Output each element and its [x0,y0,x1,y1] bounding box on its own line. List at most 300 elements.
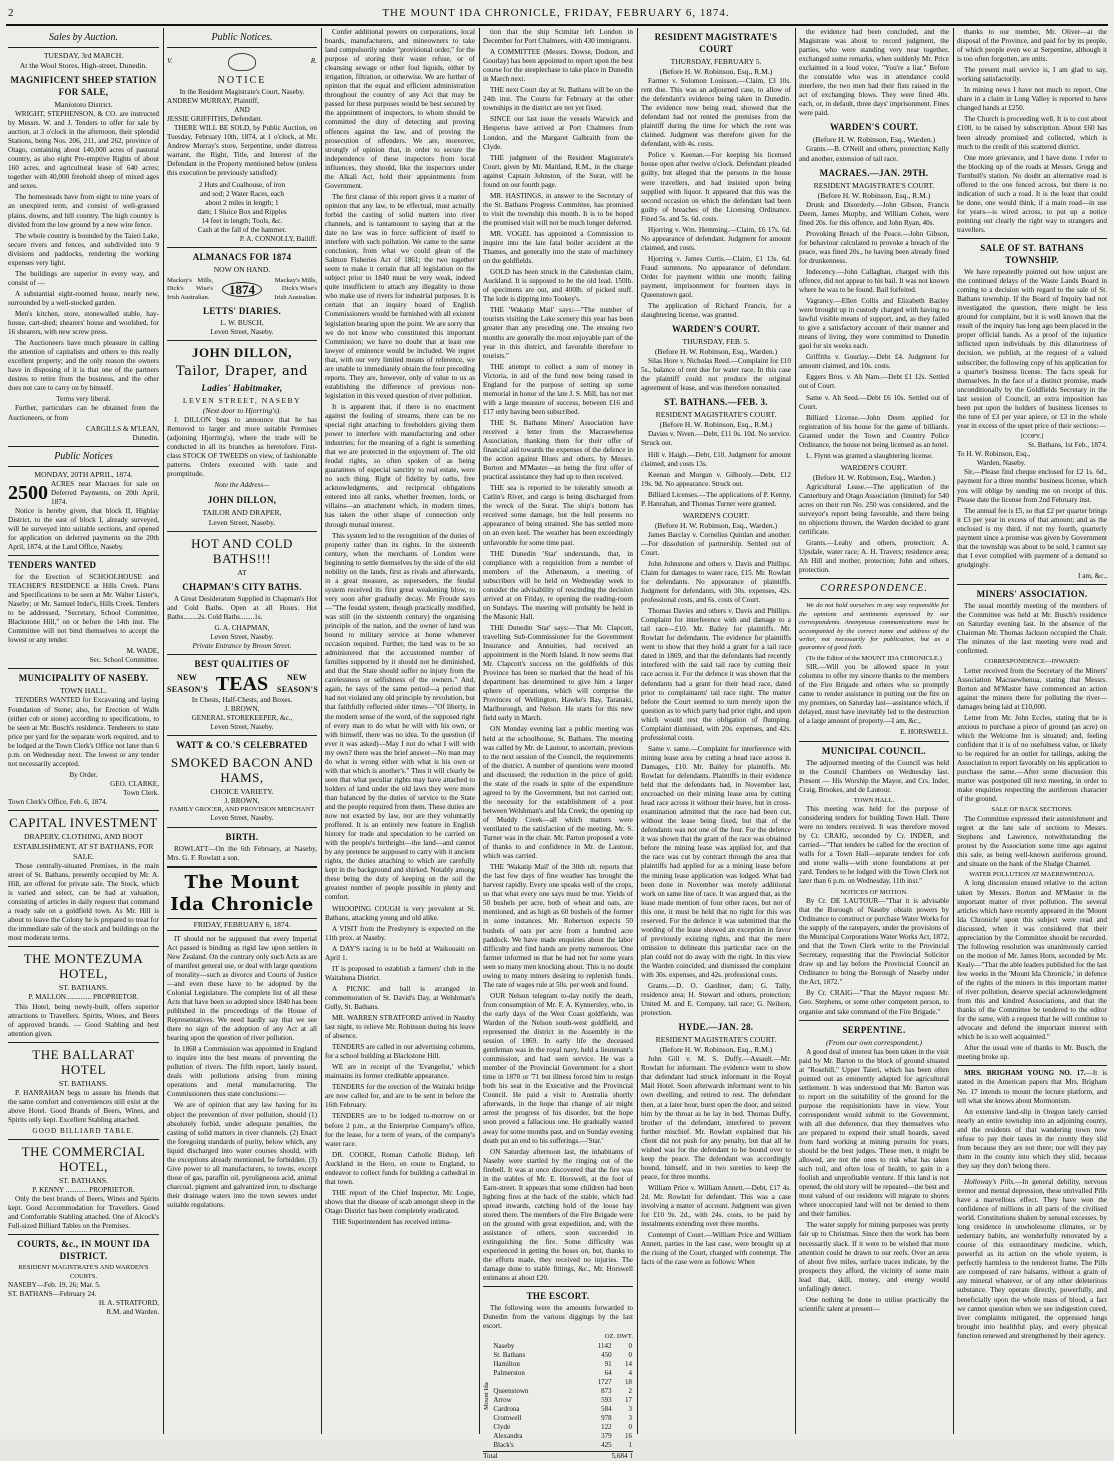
escort-place: Palmerston [493,1368,525,1377]
section-heading: Public Notices [54,450,113,462]
court-date: ST. BATHANS—February 24. [8,1290,97,1299]
escort-row [492,1441,633,1450]
editorial-paragraph: In 1868 a Commission was appointed in England to inquire into the best means of preventing the pollution of rivers. The fifth report, lately issued, deals with pollutions arising from mining operations and metal manufacturing. The Commissioners thus state conclusions:— [167,1045,317,1099]
ad-title: THE BALLARAT HOTEL [32,1046,135,1077]
ad-signature: P. A. CONNOLLY, Bailiff. [239,234,317,243]
news-item: A PICNIC and ball is arranged in commemoration of St. David's Day, at Welshman's Gully, St. Bathans. [325,984,475,1011]
ad-subtitle: Maniototo District. [54,100,113,109]
ad-body: A Great Desideratum Supplied in Chapman's Hot and Cold Baths. Open at all Hours. Hot Baths........2s. Cold Baths........1s. [167,594,317,621]
column-rule [953,28,954,1434]
article-paragraph: The adjourned meeting of the Council was held in the Council Chambers on Wednesday last. Present — His Worship the Mayor, and Crs. Inder, Craig, Brookes, and de Lautour. [799,758,949,794]
ad-title: TENDERS WANTED [8,560,97,571]
ad-proprietor: P. KENNY ............ PROPRIETOR. [32,1185,135,1194]
auction-place: At the Wool Stores, High-street, Dunedin. [19,61,148,70]
escort-place: Hamilton [493,1359,520,1368]
letter-signature: E. HORSWELL. [900,728,949,737]
escort-oz: 91 [604,1359,612,1368]
column-1 [8,28,159,1434]
news-item: THE sea is reported to be tolerably smooth at Catlin's River, and cargo is being discharged from the wreck of the Surat. The ship's bottom has received some damage, but the hull presents no appearance of being strained. She has settled more on an even keel. The weather has been exceedingly unfavorable for some time past. [483,484,633,547]
article-paragraph: This system led to the recognition of the duties of property rather than its rights. In the sixteenth century, when the merchants of London were beginning to settle themselves by the side of the old nobility on the lands, first as rivals and afterwards, in a great measure, as superseders, the feudal system received its first great weakening blow, to very soon after gradually decay. Mr Froude says—"The feudal system, though practically modified, was still (in the sixteenth century) the organising principle of the nation, and the owner of land was bound to military service at home whenever occasion required. Further, the land was to be so administered that the accustomed number of families supported by it should not be diminished, and that the State should suffer no injury from the carelessness or selfishness of the owners." And, again, he says of the same period—a period that had not violated any old principle by revolution, but that faithfully reflected older times—"Of liberty, in the modern sense of the word, of the supposed right of every man to do what he will with his own, or with himself, there was no idea. To the question (if ever it was asked)—May I not do what I will with my own? there was the brief answer—No man may do what is wrong either with what is his own or with that which is another's." Thus it will clearly be seen that what peculiar rights may have attached to holders of land under the old laws they were more than balanced by the duties of service to the State and the people required from them. These duties are now not exacted by law, nor are they voluntarily proffered. It is an entirely new feature in English history for trade and speculation to be carried on with the people's birthright—the land—and cannot by any pretence be supposed to carry with it ancient rights, the duties attaching to which are carefully kept in the background and shirked. Notably among these being the duty of keeping on the soil the greatest number of people possible in plenty and comfort. [325,531,475,902]
case-report: Griffiths v. Gourlay.—Debt £4. Judgment for amount claimed, and 10s. costs. [799,353,949,371]
case-report: Drunk and Disorderly.—John Gibson, Francis Deem, James Murphy, and William Cohen, were fined 20s. for this offence, and John Ryan, 40s. [799,200,949,227]
article-paragraph: After the usual vote of thanks to Mr. Busch, the meeting broke up. [957,1044,1107,1062]
escort-dwt: 4 [628,1368,632,1377]
case-report: John Johnstone and others v. Davis and Phillips. Claim for damages to water race, £15. Mr. Rowlatt for defendants. No appearance of plaintiffs. Judgment for defendants, with 30s. expenses, 42s. professional costs, and 6s. costs of Court. [641,559,791,605]
notice-date: Town Clerk's Office, Feb. 6, 1874. [8,798,108,806]
court-before: (Before H. W. Robinson, Esq., R.M.) [659,67,773,76]
newspaper-title: The Mount Ida Chronicle [170,871,314,915]
news-item: TENDERS for the erection of the Waitaki bridge are now called for, and are to be sent in before the 16th February. [325,1083,475,1110]
running-title: THE MOUNT IDA CHRONICLE, FRIDAY, FEBRUARY 6, 1874. [382,7,730,19]
article-paragraph: One more grievance, and I have done. I refer to the blocking up of the roads at Messrs. Gregg and Turnbull's station. No doubt an alternative road is offered to the one fenced across, but there is no indication of such a road. It is the least that could be done, one would think, if a main road—in use for years—is wired across, to put up a notice pointing out clearly the right way to strangers and travellers. [957,153,1107,234]
notice-by: By Order. [69,770,98,779]
escort-place: Alexandra [493,1431,523,1440]
section-heading: SERPENTINE. [842,1024,906,1035]
letter-to: Warden, Naseby. [977,459,1026,468]
ad-body: This Hotel, being newly-built, offers superior attractions to Travellers. Spirits, Wines, and Beers of approved brands. — Good Stabling and best attention given. [8,1002,159,1038]
escort-row [492,1423,633,1432]
article-paragraph: Confer additional powers on corporations, local boards, manufacturers, and mineowners to take land compulsorily under "provisional order," for the purpose of storing their waste refuse, or of cleansing sewage or other foul liquids, either by irrigation, filtration, or otherwise. We are further of opinion that the equal and efficient administration throughout the country of any Act that may be passed for these purposes would be best secured by the appointment of inspectors, to whom should be committed the duty of detecting and proving offences against the law, and of proving the prosecution of offenders. We are, moreover, strongly of opinion that, in order to secure the independence of these inspectors from local influences, they should, like the inspectors under the Alkali Act, hold their appointments from Government. [325,28,475,190]
almanac-year: 1874 [222,282,262,297]
birth-heading: BIRTH. [225,831,259,842]
ad-subtitle: ST. BATHANS. [58,1078,108,1088]
ad-body: Only the best brands of Beers, Wines and Spirits kept. Good Accommodation for Travellers. Good and Comfortable Stabling attached. One of Alcock's Full-sized Billiard Tables on the Premises. [8,1194,159,1231]
ad-title: CAPITAL INVESTMENT [9,815,158,831]
ad-address-note: (Next door to Hjorring's). [202,406,282,416]
teas-left: NEW SEASON'S [167,672,209,694]
court-subheading: WARDEN'S COURT. [840,462,908,472]
article-paragraph: thanks to our member, Mr. Oliver—at the disposal of the Province, and paid for by its people, of which people even we at Serpentine, although it is too often forgotten, are units. [957,28,1107,64]
item-body: —It is stated in the American papers that Mrs. Brigham No. 17 intends to mount the lecture platform, and tell what she knows about Mormonism. [957,1069,1108,1105]
ad-proprietor: P. MALLON.............. PROPRIETOR. [28,993,139,1002]
acres-number: 2500 [8,482,48,505]
ad-subtitle: ST. BATHANS. [58,983,108,993]
column-7 [957,28,1107,1434]
case-report: Farmer v. Solomon Louisson.—Claim, £3 10s. rent due. This was an adjourned case, to allow of the defendant's evidence being taken in Dunedin. The evidence now being read, showed that the defendant had not rented the premises from the plaintiff during the time for which the rent was claimed. Judgment was therefore given for the defendant, with 4s. costs. [641,77,791,149]
ad-signature: G. A. CHAPMAN, [214,623,270,632]
case-report: Billiard License.—John Deem applied for registration of his house for the game of billiards. Granted under the Town and Country Police Ordinance, the house not being licensed as an hotel. [799,413,949,449]
escort-place [492,1378,576,1387]
escort-group-label: Mount Ida [483,1382,490,1410]
ad-trade-sub: Ladies' Habitmaker, [201,383,283,394]
ad-subtitle: ST. BATHANS. [58,1175,108,1185]
court-date: THURSDAY, FEBRUARY 5. [670,57,762,66]
escort-dwt: 17 [625,1395,632,1404]
teas-center: TEAS [215,672,269,695]
ad-subtitle: DRAPERY, CLOTHING, AND BOOT ESTABLISHMENT, AT ST BATHANS, FOR SALE. [13,832,154,862]
case-report: Grants.—B. O'Neill and others, protection; Kelly and another, extension of tail race. [799,145,949,163]
ad-paragraph: The homesteads have from eight to nine years of an unexpired term, and consist of well-grassed plains, downs, and hill country. The high country is divided from the low ground by a new wire fence. [8,193,159,229]
escort-dwt: 14 [625,1359,632,1368]
escort-dwt: 0 [628,1422,632,1431]
ad-subtitle: TAILOR AND DRAPER, [202,507,282,517]
monogram-v: V. [167,57,173,66]
ad-terms: Terms very liberal. [56,395,111,404]
court-before: (Before H. W. Robinson, Esq., R.M.) [659,420,773,430]
notice-body: THERE WILL BE SOLD, by Public Auction, on Tuesday, February 10th, 1874, at 1 o'clock, at Mr. Andrew Murray's store, Serpentine, under distress warrant, the Right, Title, and Interest of the Defendant in the Property mentioned below (unless this execution be previously satisfied): [167,124,317,178]
ad-signature-role: Sec. School Committee. [89,656,159,665]
escort-oz: 593 [601,1395,612,1404]
ad-tagline: GOOD BILLIARD TABLE. [32,1126,135,1135]
ad-title: MAGNIFICENT SHEEP STATION FOR SALE, [10,75,157,97]
ad-address: LEVEN STREET, NASEBY [182,396,302,406]
news-item: THE judgment of the Resident Magistrate's Court, given by Mr. Maitland, R.M., in the charge against Captain Johnston, of the Surat, will be found on our fourth page. [483,153,633,189]
letter-body: Sir,—Please find cheque enclosed for £2 1s. 6d., payment for a three months' business license, which you will oblige by sending me on receipt of this. Please date the license from 2nd February inst. [957,468,1107,504]
party-plaintiff: ANDREW MURRAY, Plaintiff, [167,97,259,106]
court-before: (Before H. W. Robinson, Esq., R.M.) [659,1045,773,1055]
ad-paragraph: A substantial eight-roomed house, nearly new, surrounded by a well-stocked garden. [8,289,159,307]
escort-units: OZ. DWT. [604,1333,633,1341]
escort-oz: 425 [601,1440,612,1449]
article-paragraph: In mining news I have not much to report. One share in a claim in Long Valley is reported to have changed hands at £250. [957,86,1107,113]
escort-oz: 1142 [597,1341,612,1350]
case-report: the evidence had been concluded, and the Magistrate was about to record judgment, the parties, who were standing very near together, exchanged some remarks, when suddenly Mr. Price exclaimed in a loud voice, "You're a liar." Before the constable who was in attendance could interfere, the two men had their fists raised in the act of exchanging blows. They were fined 40s. each, or, in default, three days' imprisonment. Fines were paid. [799,28,949,118]
letter-to: (To the Editor of the MOUNT IDA CHRONICLE.) [806,654,942,662]
running-head [6,4,1106,22]
case-report: Same v. same.—Complaint for interference with mining lease area by cutting a head race across it. Damages, £10. Mr. Bailey for plaintiffs. Mr. Rowlatt for defendants. Plaintiffs in their evidence held that the defendants had, in November last, encroached on their mining lease area by cutting head race across it without their leave, but in cross-examination admitted that the race had been cut, without the lease being fixed, but that of the defendants was not one of the four. For the defence it was shown that the grant of the race was obtained before the mining lease was applied for, and that the race was cut by contract through the area that plaintiffs had applied for as a mining lease before the mining lease application was lodged. What had been done in November was merely additional work on same line of race. It was argued that, as the lease made mention of four other races, but not of this one, it must be held that no right for this was reserved. For the defence it was submitted that the wording of the lease showed an exception in favor of previously existing rights, and that the mere omission to delineate this particular race on the plan could not do away with the right. In this view the Warden coincided, and dismissed the complaint with 30s. expenses, and 42s. professional costs. [641,744,791,980]
escort-table [492,1342,633,1450]
escort-dwt: 1 [628,1440,632,1449]
news-item: THE next Court day at St. Bathans will be on the 24th inst. The Courts for February at the other townships in the district are not yet fixed. [483,86,633,113]
birth-notice: ROWLATT—On the 6th February, at Naseby, Mrs. G. F. Rowlatt a son. [167,844,317,862]
ad-address: Leven Street, Naseby. [210,632,274,641]
news-item: MR. HASTINGS, in answer to the Secretary of the St. Bathans Progress Committee, has promised to visit the township this month. It is to be hoped the promised visit will not be much longer deferred. [483,191,633,227]
case-report: James Barclay v. Cornelius Quinlan and another.—For dissolution of partnership. Settled out of Court. [641,530,791,557]
case-report: Hjorring v. Wm. Hemming.—Claim, £6 17s. 6d. No appearance of defendant. Judgment for amount claimed, and costs. [641,225,791,252]
ad-paragraph: The Auctioneers have much pleasure in calling the attention of capitalists and others to this really excellent property; and the only reason the owners have in disposing of it is that one of the partners desires to retire from the business, and the other does not care to carry on by himself. [8,339,159,393]
case-report: Same v. Ah Seed.—Debt £6 10s. Settled out of Court. [799,393,949,411]
escort-row [492,1387,633,1396]
ad-signature: H. A. STRATFORD, [98,1299,159,1308]
sale-item: dam; 1 Sluice Box and Ripples [197,207,287,216]
case-report: Grants.—Leahy and others, protection; A. Upsdale, water race; A. H. Travers; residence area; Ah Hill and mother, protection; John and others, protection. [799,539,949,575]
sale-item: about 2 miles in length; 1 [205,198,279,207]
news-item: ON Saturday afternoon last, the inhabitants of Naseby were startled by the ringing out of the firebell. It was at once discovered that the fire was in the stables of Mr. E. Horswell, at the foot of Earn-street. It appears that some children had been lighting fires at the back of the stable, which had spread inwards, catching hold of the loose hay stored there. The members of the Fire Brigade were on the ground with great expedition, and, with the assistance of others, soon succeeded in extinguishing the fire. Some difficulty was experienced in getting the hoses on, but, thanks to the efforts made, they received no injuries. The damage done to stable fittings, &c., Mr. Horswell estimates at about £20. [483,1147,633,1283]
ad-subtitle: CHAPMAN'S CITY BATHS. [182,581,302,592]
column-6 [799,28,949,1434]
ad-trade: Tailor, Draper, and [175,364,308,380]
ad-address: Leven Street, Naseby. [210,814,274,823]
ad-signature-role: Town Clerk. [123,788,159,797]
section-heading: SALE OF ST. BATHANS TOWNSHIP. [980,243,1084,266]
news-item: THE Dunedin 'Star' understands, that, in compliance with a requisition from a number of members of the Athenæum, a meeting of subscribers will be held on Wednesday week to consider the advisability of rescinding the decision arrived at on Friday, re opening the reading-room on Sundays. The meeting will probably be held in the Masonic Hall. [483,549,633,621]
ad-paragraph: The buildings are superior in every way, and consist of — [8,269,159,287]
section-heading: Sales by Auction. [49,32,118,43]
escort-place: St. Bathans [493,1350,526,1359]
sale-terms: Cash at the fall of the hammer. [197,225,287,234]
news-item: THE St. Bathans Miners' Association have received a letter from the Macraewhenua Association, thanking them for their offer of financial aid towards the expenses of the defence in the action against Blues and others, by Messrs. Borton and M'Master—as being the first offer of practical assistance they had up to then received. [483,418,633,482]
ad-signature: CARGILLS & M'LEAN, [86,424,159,433]
subheading: TOWN HALL. [853,796,895,804]
ad-address: Leven Street, Naseby. [210,722,274,731]
sale-item: 2 Huts and Coalhouse, of iron [198,180,286,189]
escort-row [492,1369,633,1378]
ad-title: MUNICIPALITY OF NASEBY. [18,673,149,684]
section-heading: Public Notices. [211,32,273,43]
ad-address: Leven Street, Naseby. [208,517,276,527]
acres-text: ACRES near Macraes for sale on Deferred Payments, on 20th April, 1874. [51,479,159,506]
subheading: CORRESPONDENCE—INWARD: [984,658,1080,666]
article-paragraph: We have repeatedly pointed out how unjust are the continued delays of the Waste Lands Board in coming to a decision with regard to the sale of St. Bathans township. If the Board of Inquiry had not investigated the question, there might be less ground for complaint, but it is well known that the result of the inquiry has long ago been placed in the proper official hands. As a proof of the injustice inflicted upon individuals by this dilatoriness of decision, we publish, at the request of a valued subscriber, the following copy of his application for a quarter's business license. The facts speak for themselves. In the face of a distinct promise, made unconditionally by the Goldfields Secretary in the last session of Council, an extra imposition has been put upon the holders of business licenses to the tune of £3 per year apiece, or £3 in the whole year in excess of the upset price of their sections:— [957,268,1107,430]
news-item: A DAY'S racing is to be held at Waikouaiti on April 1. [325,944,475,962]
news-item: An extensive land-slip in Oregon lately carried nearly an entire township into an adjoining county, and the residents of that wandering town now refuse to pay their taxes in the county they slid from because they are not there; nor will they pay them in the county into which they slid, because they say they don't belong there. [957,1107,1107,1170]
case-report: William Price v. William Annett.—Debt, £17 4s. 2d. Mr. Rowlatt for defendant. This was a case involving a matter of account. Judgment was given for £10 9s. 2d., with 24s. costs, to be paid by instalments extending over three months. [641,1183,791,1229]
case-report: Provoking Breach of the Peace.—John Gibson, for behaviour calculated to provoke a breach of the peace, was fined 20s., he having been already fined for drunkenness. [799,229,949,265]
ad-body: In Chests, Half-Chests, and Boxes. [191,695,293,704]
case-report: Indecency.—John Callaghan, charged with this offence, did not appear to his bail. It was not known where he was to be found. Bail forfeited. [799,267,949,294]
article-paragraph: The Church is proceeding well. It is to cost about £100, to be raised by subscription. About £60 has been already promised and collected, which is much to the credit of this scattered district. [957,115,1107,151]
byline: (From our own correspondent.) [825,1037,923,1047]
party-and: AND [234,106,250,115]
court-before: (Before H. W. Robinson, Esq., Warden.) [654,520,778,530]
notice-body: Notice is hereby given, that block II, Highlay District, to the east of block I, already surveyed, will be surveyed into suitable sections, and opened for application on deferred payments on the 20th April, 1874, at the Land Office, Naseby. [8,506,159,551]
court-date: THURSDAY, FEB. 5. [682,337,750,347]
case-report: Eggers Bros. v. Ah Nam.—Debt £1 12s. Settled out of Court. [799,373,949,391]
escort-place: Queenstown [493,1386,529,1395]
news-item: WHOOPING COUGH is very prevalent at St. Bathans, attacking young and old alike. [325,904,475,922]
notice-body: for the Erection of SCHOOLHOUSE and TEACHER'S RESIDENCE at Hills Creek. Plans and Specifications to be seen at Mr. Walter Lister's, Naseby; or Mr. Samuel Inder's, Hills Creek. Tenders to be addressed, "Secretary, School Committee, Blackstone Hill," on or before the 14th inst. The Committee will not bind themselves to accept the lowest or any tender. [8,573,159,645]
notice-body: TENDERS WANTED for Excavating and laying Foundation of Stone; also, for Erection of Walls (either cob or stone) according to specifications, to be seen at Mr. Busch's residence. Tenderers to state price per yard for the separate work required, and to be lodged at the Town Clerk's Office not later than 6 p.m. on Wednesday next. The lowest or any tender not necessarily accepted. [8,696,159,768]
column-3 [325,28,475,1434]
column-2 [167,28,317,1434]
news-item: THE report of the Chief Inspector, Mr. Logie, shows that the disease of scab amongst sheep in the Otago District has been completely eradicated. [325,1188,475,1215]
article-paragraph: It is apparent that, if there is no enactment against the fouling of streams, there can be no special right attaching to freeholders giving them power to interfere with manufacturing and other industries; for the meaning of a right is something that we are protected in the enjoyment of. The old feudal rights, so often spoken of as being guarantees of especial sanctity to real estate, were no such thing. Right of fidelity by oaths, free acknowledgments, and reciprocal obligations entered into all ranks, whether freemen, lords, or villains—an attachment which, in modern times, has taken the other shape of connection only through mutual interest. [325,402,475,529]
case-report: Contempt of Court.—William Price and William Annett, parties in the last case, were brought up at the rising of the Court, charged with contempt. The facts of the case were as follows: When [641,1231,791,1267]
ad-signature-role: GENERAL STOREKEEPER, &c., [191,713,293,722]
masthead-rule [6,24,1108,26]
column-rule [321,28,322,1434]
case-report: The application of Richard Francis, for a slaughtering license, was granted. [641,302,791,320]
case-report: Agricultural Lease.—The application of the Canterbury and Otago Association (limited) for 540 acres on their run No. 250 was considered, and the surveyor's report being favorable, and there being no objections thrown, the Warden decided to grant certificate. [799,482,949,537]
ad-title: WATT & CO.'S CELEBRATED [176,740,308,750]
court-subheading: RESIDENT MAGISTRATE'S COURT. [655,1035,777,1045]
escort-dwt: 16 [625,1431,632,1440]
news-item: ON Monday evening last a public meeting was held at the schoolhouse, St. Bathans. The meeting was called by Mr. de Lautour, to ascertain, previous to the next session of the Council, the requirements of the district. A number of questions were mooted and discussed; the reduction in the price of gold; the state of the roads in spite of the expenditure agreed to by the Government, but not carried out; the necessity for the establishment of a post between Welshman's and Ida Creek; the opening up of Muddy Creek—all which matters were ventilated to the satisfaction of the meeting. Mr. S. Turner was in the chair. Mr. Parton proposed a vote of thanks to and confidence in Mr. de Lautour, which was carried. [483,725,633,861]
ad-note: Note the Address— [214,481,270,490]
court-heading: HYDE.—JAN. 28. [678,1022,754,1033]
article-paragraph: By Cr. DE LAUTOUR—"That it is advisable that the Borough of Naseby obtain powers by Ordinance to construct or purchase Water Works for the supply of the ratepayers, under the provisions of the Municipal Corporations Water Works Act, 1872, and that the Town Clerk write to the Provincial Secretary, requesting that the Provincial Solicitor draw up and lay before the Provincial Council an Ordinance to bring the Borough of Naseby under the Act, 1872." [799,896,949,987]
news-item: MR. VOGEL has appointed a Commission to inquire into the late fatal boiler accident at the Thames, and generally into the state of machinery on the goldfields. [483,229,633,266]
editorial-paragraph: IT should not be supposed that every Imperial Act passed is binding as rigid law upon settlers in New Zealand. On the contrary only such Acts as are of manifest general use, or deal with large questions of morality—such as divorce and Courts of Justice—and even these have to be adopted by the Colonial Legislature. The complete list of all these Acts that have been so adopted since 1840 has been published in the proceedings of the House of Representatives. We need hardly say that we see there no sign of the adoption of any Act at all bearing upon the question of river pollution. [167,934,317,1043]
monogram-r: R. [310,57,317,66]
column-rule [637,28,638,1434]
ad-title: THE MONTEZUMA HOTEL, [23,951,144,982]
escort-row [492,1432,633,1441]
news-item: DR. COOKE, Roman Catholic Bishop, left Auckland in the Hero, en route to England, to endeavor to collect funds for building a cathedral in that town. [325,1150,475,1186]
ad-paragraph: The whole country is bounded by the Taieri Lake, secure rivers and fences, and subdivided into 9 divisions and paddocks, rendering the working expenses very light. [8,231,159,267]
case-report: Hill v. Haigh.—Debt, £10. Judgment for amount claimed, and costs 13s. [641,450,791,468]
court-subheading: RESIDENT MAGISTRATE'S COURT. [655,410,777,420]
case-report: John Gill v. M. S. Duffy.—Assault.—Mr. Rowlatt for informant. The evidence went to show that defendant had struck informant in the Royal Mail Hotel. Soon afterwards informant went to his own dwelling, and retired to rest. The defendant then, at a later hour, burst open the door, and seized him by the throat as he lay in bed. Thomas Duffy, brother of the defendant, interfered to prevent further mischief. Mr. Rowlatt explained that his client did not push for any penalty, but that all he wished was for the defendant to be bound over to keep the peace. The defendant was accordingly bound, himself, and in two sureties to keep the peace, for three months. [641,1055,791,1181]
escort-place: Clyde [493,1422,511,1431]
news-item: MR. WARREN STRATFORD arrived in Naseby last night, to relieve Mr. Robinson during his leave of absence. [325,1014,475,1041]
article-paragraph: One nothing be done to utilise practically the scientific talent at present— [799,1295,949,1313]
letter-signature: I am, &c., [1078,571,1107,580]
news-item: THE 'Wakatip Mail' says:—"The number of tourists visiting the Lake scenery this year has been greater than any preceding one. The ensuing two months are generally the most enjoyable part of the year in this district, and favorable therefore to tourists." [483,306,633,360]
case-report: Hjorring v. James Curtis.—Claim, £1 13s. 6d. Fraud summons. No appearance of defendant. Order for payment within one month; failing payment, imprisonment for fourteen days in Queenstown gaol. [641,254,791,300]
news-item: A VISIT from the Presbytery is expected on the 11th prox. at Naseby. [325,924,475,942]
subheading: NOTICES OF MOTION. [840,888,908,896]
court-before: (Before H. W. Robinson, Esq., Warden.) [812,135,936,145]
court-subheading: RESIDENT MAGISTRATE'S COURT. [813,180,935,190]
column-5 [641,28,791,1434]
party-defendant: JESSIE GRIFFITHS, Defendant. [167,115,263,124]
court-heading: ST. BATHANS.—FEB. 3. [664,397,768,408]
court-date: NASEBY—Feb. 19, 26; Mar. 5. [8,1280,101,1289]
case-report: Billiard Licenses.—The applications of P. Kenny, P. Hanrahan, and Thomas Turner were granted. [641,490,791,508]
ad-signature: M. WADE, [126,647,159,656]
ad-paragraph: Men's kitchen, store, stonewalled stable, hay-house, cart-shed; shearers' house and woolshed, for 16 shearers, with new screw press. [8,309,159,337]
escort-place: Cromwell [493,1413,522,1422]
court-heading: MACRAES.—JAN. 29TH. [819,167,929,178]
letter-body: SIR,—Will you be allowed space in your columns to offer my sincere thanks to the members of the Fire Brigade and others who so promptly came to render assistance in putting out the fire on my premises, on Saturday last—assistance which, if delayed, must have inevitably led to the destruction of a large amount of property.—I am, &c., [799,663,949,726]
escort-row [492,1405,633,1414]
royal-coat-of-arms-icon [228,53,256,71]
almanac-list-left: Mackay's Mills, Dick's Wise's Irish Australian. [167,276,213,301]
news-item: OUR Nelson telegram to-day notify the death, from consumption of Mr. F. A. Kynnersley, who, in the early days of the West Coast goldfields, was Warden of the Nelson south-west goldfield, and represented the district in the Assembly in the session of 1869. In early life the deceased gentleman was in the royal navy, held a lieutenant's commission, and had seen service. He was a member of the Provincial Government for a short time in 1870 or '71 but illness forced him to resign both his seat in the Executive and the Provincial Council. He paid a visit to Australia shortly afterwards, in the hope that change of air might arrest the progress of his disorder, but the hope soon proved a fallacious one. He gradually wasted away for some months past, and on Sunday evening death put an end to his sufferings.—'Star.' [483,991,633,1145]
news-item: SINCE our last issue the vessels Warwick and Hesperus have arrived at Port Chalmers from London, and the Margaret Galbraith from the Clyde. [483,115,633,151]
case-report: Vagrancy.—Ellen Collis and Elizabeth Bazley were brought up in custody charged with having no lawful visible means of support, and, as they failed to give a satisfactory account of their manner and means of living, they were committed to Dunedin gaol for six weeks each. [799,297,949,351]
escort-place: Cardrona [493,1404,520,1413]
article-paragraph: Letter received from the Secretary of the Miners' Association Macraewhenua, stating that Messrs. Borton and M'Master have commenced an action against the miners there for polluting the river—damages being laid at £10,000. [957,666,1107,711]
escort-row [492,1342,633,1351]
article-paragraph: The water supply for mining purposes was pretty fair up to Christmas. Since then the work has been necessarily slack. If it were to be wished that more attention could be drawn to our reefs. Over an area of about five miles, surface traces indicate, by the prospects they afford, the vicinity of some main lead that, skill, money, and energy would unfailingly detect. [799,1221,949,1293]
escort-oz: 379 [601,1431,612,1440]
subheading: SALE OF BACK SECTIONS. [991,806,1073,814]
case-report: Davies v. Niven.—Debt, £11 0s. 10d. No service. Struck out. [641,430,791,448]
ad-signature-place: Leven Street, Naseby. [210,328,274,337]
sale-item: 14 feet in length; Tools, &c. [201,216,283,225]
court-heading: WARDEN'S COURT. [829,122,919,133]
case-report: Keenan and Morgan v. Gilhooly.—Debt, £12 19s. 9d. No appearance. Struck out. [641,470,791,488]
article-paragraph: Letter from Mr. John Eccles, stating that he is anxious to purchase a piece of ground (an acre) on which the Welcome Inn is situated; and, feeling confident that it is of no usefulness value, or likely to be required for an outlet for tailings, asking the Association to report favorably on his application to purchase the same.—After some discussion this matter was postponed till next meeting, in order to make enquiries respecting the auriferous character of the ground. [957,713,1107,804]
news-item: WE are in receipt of the 'Evangelist,' which maintains its former creditable appearance. [325,1063,475,1081]
ad-body: P. HANRAHAN begs to assure his friends that the same comfort and conveniences still exist at the above Hotel. Good Brands of Beers, Wines, and Spirits only kept. Excellent Stabling attached. [8,1088,159,1124]
ad-title: JOHN DILLON, [192,345,292,361]
notice-date: MONDAY, 20TH APRIL, 1874. [34,469,133,479]
item-lead: MRS. BRIGHAM YOUNG NO. 17. [964,1069,1086,1078]
ad-subtitle: TOWN HALL. [60,686,107,696]
court-heading: RESIDENT MAGISTRATE'S COURT [654,32,778,54]
case-report: Thomas Davies and others v. Davis and Phillips. Complaint for interference with and damage to a tail race—£10. Mr. Bailey for plaintiffs. Mr. Rowlatt for defendants. The evidence for plaintiffs went to show that they hold a grant for a tail race dated in 1869, and that the defendants had recently interfered with the said tail race by cutting their race across it. For the defence it was shown that the defendants had a grant for their head race, dated prior to complainants' tail race right. The matter before the Court seemed to turn merely upon the question as to which party had prior right, and upon which would rest the obligation of flumping. Complaint dismissed, with 20s. expenses, and 42s. professional costs. [641,607,791,742]
article-paragraph: This meeting was held for the purpose of considering tenders for building Town Hall. There were no tenders received. It was therefore moved by Cr. CRAIG, seconded by Cr. INDER, and carried—"That tenders be called for the erection of walls for a Town Hall—separate tenders for cob and stone walls—with stone foundations at per yard. Tenders to be lodged with the Town Clerk not later than 6 p.m. on Wednesday, 11th inst." [799,805,949,886]
escort-oz: 584 [601,1404,612,1413]
article-paragraph: A good deal of interest has been taken in the visit paid by Mr. Barton to the block of ground situated at "Rosehill," Upper Taieri, which has been often pointed out as eminently adapted for agricultural settlement. It was understood that Mr. Barton was to report on the suitability of the ground for the purpose the requisitionists have in view. Your correspondent would submit to the Government, with all due deference, that they themselves who are prepared to expend their small hoards, saved from hard working at mining pursuits for years, should be the best judges. These men, it might be allowed, are not the ones to risk what has taken such toil, and often loss of health, to gain in a foolish and unprofitable venture. If this land is not opened, the old story will be repeated—the best and most valued of our residents will migrate to shores where unoccupied land will not be denied to them and their families. [799,1047,949,1219]
ad-subtitle: SMOKED BACON AND HAMS, [170,755,314,785]
copy-label: [COPY.] [1020,432,1044,440]
correspondence-disclaimer: We do not hold ourselves in any way responsible for the opinions and sentiments expressed by our correspondents. Anonymous communications must be accompanied by the correct name and address of the writer, not necessarily for publication, but as a guarantee of good faith. [799,602,949,652]
article-paragraph: The first clause of this report gives it a matter of opinion that any law, to be effectual, must actually forbid the casting of solid matters into river channels, and is tantamount to saying that at the date no law was in force sufficient of itself to interfere with such pollution. We came to the same conclusion, from what we could glean of the Salmon Fisheries Act of 1861; the two together seem to make it certain that all legislation on the subject prior to 1840 must be very weak, indeed quite insufficient to attach any illegality to those who make use of rivers for industrial purposes. It is certain that an inquiry board of English Commissioners would be furnished with all existent legislation bearing upon the point. We are sorry that we do not know who constituted this important Commission; we have no doubt that at least one lawyer of eminence would be included. We regret that, with our very limited means of reference, we are unable to immediately obtain the four preceding reports. They are, however, only of value to us as establishing the difference of previous non-legislation in this vexed question of river pollution. [325,192,475,400]
court-before: (Before H. W. Robinson, Esq., R.M.) [817,190,931,200]
news-item: GOLD has been struck in the Caledonian claim, Auckland. It is supposed to be the old lead. 150lb. of specimens are out, and 400lb. of picked stuff. The lode is dipping into Tookey's. [483,268,633,304]
escort-row [492,1351,633,1360]
escort-oz: 450 [601,1350,612,1359]
ad-signature: L. W. BUSCH, [220,319,264,328]
ad-title: HOT AND COLD BATHS!!! [191,535,293,566]
item-lead: Holloway's Pills. [964,1177,1016,1186]
ad-subtitle: RESIDENT MAGISTRATE'S AND WARDEN'S COURTS. [18,1264,149,1280]
article-paragraph: The present mail service is, I am glad to say, working satisfactorily. [957,66,1107,84]
ad-signature-role: FAMILY GROCER, AND PROVISION MERCHANT [169,806,315,814]
column-4 [483,28,633,1460]
escort-row [492,1360,633,1369]
teas-right: NEW SEASON'S [277,672,319,694]
subheading: WATER POLLUTION AT MAEREWHENUA. [969,871,1095,879]
letter-place: St. Bathans, 1st Feb., 1874. [1028,441,1107,450]
column-rule [795,28,796,1434]
news-item: THE Dunedin 'Star' says:—That Mr. Clapcott, travelling Sub-Commissioner for the Government Insurance and Annuities, had received an appointment in the North Island. It now seems that Mr. Clapcott's success on the goldfields of this Province has been so marked that the head of his department has determined to give him a larger sphere of operations, which will comprise the Provinces of Wellington, Hawke's Bay, Taranaki, Marlborough, and Nelson. He starts for this new field early in March. [483,623,633,723]
escort-row [492,1414,633,1423]
almanac-list-right: Mackay's Mills, Dick's Wise's Irish Australian. [274,276,317,301]
news-item: A COMMITTEE (Messrs. Dowse, Dodson, and Gourlay) has been appointed to report upon the best course for the steeplechase to take place in Dunedin in March next. [483,48,633,84]
notice-heading: NOTICE [217,75,267,86]
ad-signature: J. BROWN, [224,704,260,713]
case-report: Grants.—D. O. Gardiner, dam; G. Tally, residence area; H. Stewart and others, protection; United M. and E. Company, tail race; G. Neilson, protection. [641,982,791,1018]
news-item: IT is proposed to establish a farmers' club in the Waitahuna District. [325,964,475,982]
newspaper-date: FRIDAY, FEBRUARY 6, 1874. [167,918,317,931]
letter-to: To H. W. Robinson, Esq., [957,450,1031,459]
escort-oz: 873 [601,1386,612,1395]
court-heading: WARDEN'S COURT. [671,324,761,335]
news-item: tion that the ship Scimitar left London in December for Port Chalmers, with 430 immigrants. [483,28,633,46]
section-heading: MINERS' ASSOCIATION. [976,588,1088,599]
escort-row [492,1396,633,1405]
article-paragraph: The Committee expressed their astonishment and regret at the late sale of sections to Messrs. Stephens and Lawrence, notwithstanding the protest by the Association some time ago against this sale, as being well-known auriferous ground, and situate on the bank of the Sludge Channel. [957,814,1107,869]
section-heading: MUNICIPAL COUNCIL. [821,745,927,756]
news-item: TENDERS are to be lodged to-morrow on or before 2 p.m., at the Enterprise Company's office, for the lease, for a term of years, of the company's water race. [325,1112,475,1148]
page-number: 2 [8,7,14,19]
ad-note: Private Entrance by Broom Street. [192,641,292,650]
news-item: TENDERS are called in our advertising columns, for a school building at Blackstone Hill. [325,1043,475,1061]
escort-intro: The following were the amounts forwarded to Dunedin from the various diggings by the last escort. [483,1304,633,1331]
ad-title: THE COMMERCIAL HOTEL, [21,1143,146,1174]
escort-dwt: 2 [628,1386,632,1395]
auction-date: TUESDAY, 3rd MARCH. [43,51,124,60]
ad-signature-role: R.M. and Warden. [106,1308,159,1317]
escort-dwt: 0 [628,1341,632,1350]
sale-item: and sod; 2 Water Races, each [200,189,284,198]
court-subheading: WARDEN'S COURT. [682,510,750,520]
column-rule [479,28,480,1434]
escort-oz: 1727 [597,1377,612,1386]
editorial-paragraph: We are of opinion that any law having for its object the prevention of river pollution, should (1) absolutely forbid, under adequate penalties, the casting of solid matters in river channels. (2) Enact the foregoing standards of purity, below which, any liquid discharged into water courses should, with the exceptions already mentioned, be forbidden. (3) Give power to all manufacturers, to towns, except those of gas, paraffin oil, pyroligneous acid, animal charcoal, pigment and galvanized iron, to discharge their drainage waters into the town sewers under suitable regulations. [167,1101,317,1209]
court-before: (Before H. W. Robinson, Esq., Warden.) [812,472,936,482]
ad-title: ALMANACS FOR 1874 [192,251,292,262]
article-paragraph: The usual monthly meeting of the members of the Committee was held at Mr. Busch's residence on Saturday evening last. In the absence of the Chairman Mr. Thomas Jackson occupied the Chair. The minutes of the last meeting were read and confirmed. [957,601,1107,656]
ad-title: BEST QUALITIES OF [194,658,290,669]
court-before: (Before H. W. Robinson, Esq., Warden.) [654,347,778,357]
escort-dwt: 0 [628,1350,632,1359]
escort-dwt: 3 [628,1413,632,1422]
ad-title: JOHN DILLON, [207,494,277,505]
escort-heading: THE ESCORT. [526,1291,590,1302]
escort-oz: 64 [604,1368,612,1377]
article-paragraph: By Cr. CRAIG—"That the Mayor request Mr. Geo. Stephens, or some other competent person, to organise and take command of the Fire Brigade." [799,989,949,1016]
ad-title: COURTS, &c., IN MOUNT IDA DISTRICT. [17,1239,150,1262]
ad-body: J. DILLON begs to announce that he has Removed to larger and more suitable Premises (adjoining Hjorring's), where the trade will be conducted in all its branches as heretofore. First-class STOCK OF TWEEDS on view, of fashionable patterns. Orders executed with taste and promptitude. [167,416,317,479]
article-paragraph: A long discussion ensued relative to the action taken by Messrs. Borton and M'Master in the important matter of river pollution. The several articles which have recently appeared in the 'Mount Ida Chronicle' upon this subject were read and discussed, when it was considered that their appreciation by the Committee should be recorded. The following resolution was unanimously carried on the motion of Mr. James Horn, seconded by Mr. Kealy—"That the able leaders published for the last few weeks in the 'Mount Ida Chronicle,' in defence of the rights of the miners in this important matter of river pollution, deserve special acknowledgment from this and kindred Associations, and that the thanks of the Committee be tendered to the editor for the same, with a request that he will continue to advocate and defend the important interest with which he is so well acquainted." [957,879,1107,1042]
case-report: L. Flynn was granted a slaughtering license. [806,451,933,460]
escort-oz: 122 [601,1422,612,1431]
ad-subtitle: AT [237,567,247,577]
case-report: Police v. Keenan.—For keeping his licensed house open after twelve o'clock. Defendant pleaded guilty, but alleged that the persons in the house were travellers, and had insisted upon being supplied with liquor. It appeared that this was the second occasion on which the defendant had been guilty of breaches of the Licensing Ordinance. Fined 5s. and 5s. 6d. costs. [641,151,791,223]
column-rule [163,28,164,1434]
court-name: In the Resident Magistrate's Court, Naseby. [179,88,305,97]
escort-place: Black's [493,1440,514,1449]
escort-dwt: 3 [628,1404,632,1413]
escort-place: Naseby [493,1341,515,1350]
escort-row [492,1378,633,1387]
